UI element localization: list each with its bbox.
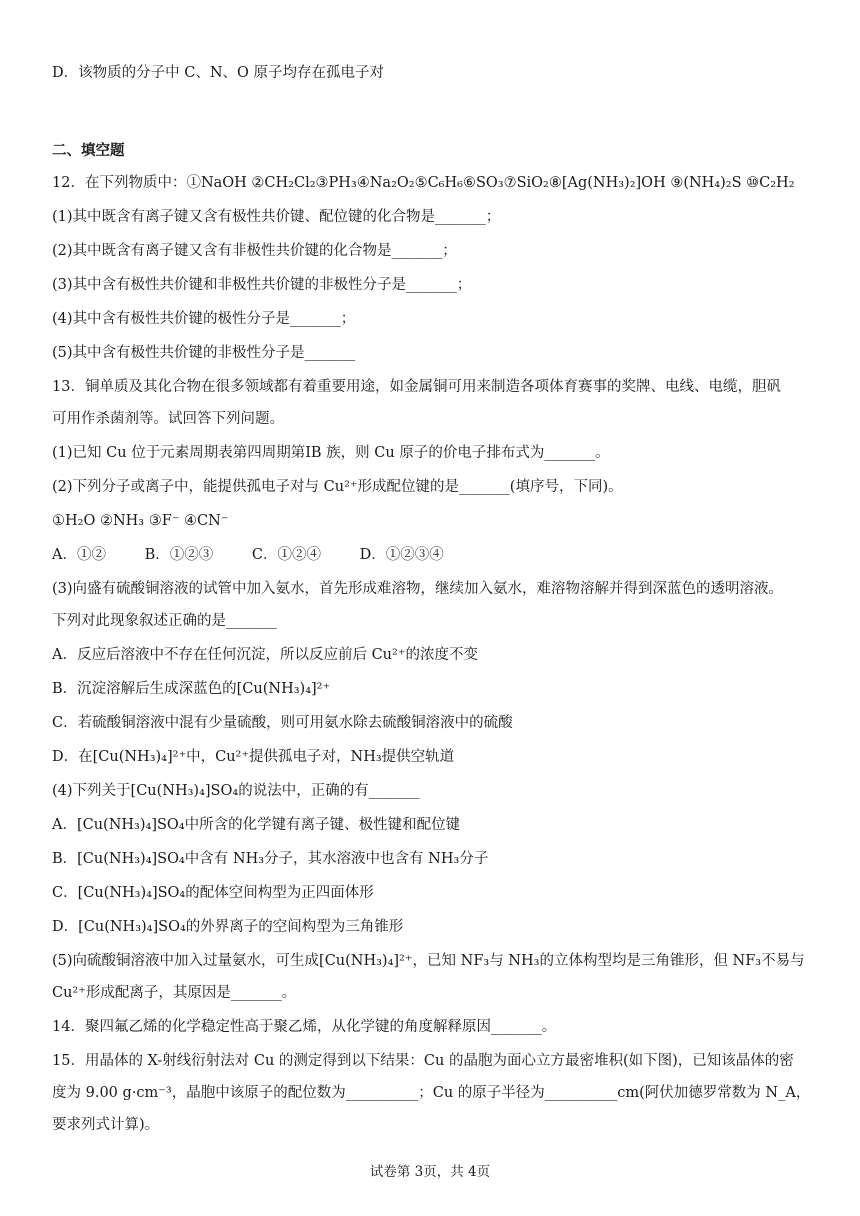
q13-stem-line1: 13．铜单质及其化合物在很多领域都有着重要用途，如金属铜可用来制造各项体育赛事的奖牌、电线、电缆，胆矾	[52, 379, 781, 395]
q13-part2-options	[52, 544, 808, 566]
q13-part4: (4)下列关于[Cu(NH₃)₄]SO₄的说法中，正确的有_______	[52, 783, 420, 799]
section-title: 二、填空题	[52, 143, 125, 159]
option-b: B．①②③	[144, 547, 214, 563]
q13-part5-line2: Cu²⁺形成配离子，其原因是_______。	[52, 985, 297, 1001]
q15-line1: 15．用晶体的 X-射线衍射法对 Cu 的测定得到以下结果：Cu 的晶胞为面心立方最密堆积(如下图)，已知该晶体的密	[52, 1053, 794, 1069]
q13-part2-items: ①H₂O ②NH₃ ③F⁻ ④CN⁻	[52, 513, 229, 529]
q13-part3-option-c: C．若硫酸铜溶液中混有少量硫酸，则可用氨水除去硫酸铜溶液中的硫酸	[52, 715, 513, 731]
q13-part3-option-d: D．在[Cu(NH₃)₄]²⁺中，Cu²⁺提供孤电子对，NH₃提供空轨道	[52, 749, 455, 765]
q12-part3: (3)其中含有极性共价键和非极性共价键的非极性分子是_______；	[52, 277, 472, 293]
q13-part2: (2)下列分子或离子中，能提供孤电子对与 Cu²⁺形成配位键的是_______(填序号，下同)。	[52, 479, 623, 495]
q13-part3-option-b: B．沉淀溶解后生成深蓝色的[Cu(NH₃)₄]²⁺	[52, 681, 331, 697]
q14: 14．聚四氟乙烯的化学稳定性高于聚乙烯，从化学键的角度解释原因_______。	[52, 1019, 557, 1035]
option-a: A．①②	[52, 547, 106, 563]
q12-stem: 12．在下列物质中：①NaOH ②CH₂Cl₂③PH₃④Na₂O₂⑤C₆H₆⑥SO₃⑦SiO₂⑧[Ag(NH₃)₂]OH ⑨(NH₄)₂S ⑩C₂H₂	[52, 175, 795, 191]
q13-part3-option-a: A．反应后溶液中不存在任何沉淀，所以反应前后 Cu²⁺的浓度不变	[52, 647, 478, 663]
q12-part1: (1)其中既含有离子键又含有极性共价键、配位键的化合物是_______；	[52, 209, 501, 225]
q12-part2: (2)其中既含有离子键又含有非极性共价键的化合物是_______；	[52, 243, 457, 259]
option-d: D．①②③④	[359, 547, 444, 563]
q15-line2: 度为 9.00 g·cm⁻³，晶胞中该原子的配位数为__________；Cu 的原子半径为__________cm(阿伏加德罗常数为 N_A，	[52, 1085, 811, 1101]
q13-part4-option-c: C．[Cu(NH₃)₄]SO₄的配体空间构型为正四面体形	[52, 885, 374, 901]
q13-stem-line2: 可用作杀菌剂等。试回答下列问题。	[52, 411, 284, 427]
q12-part4: (4)其中含有极性共价键的极性分子是_______；	[52, 311, 356, 327]
q13-part3-line1: (3)向盛有硫酸铜溶液的试管中加入氨水，首先形成难溶物，继续加入氨水，难溶物溶解并得到深蓝色的透明溶液。	[52, 581, 784, 597]
q15-line3: 要求列式计算)。	[52, 1117, 160, 1133]
q13-part3-line2: 下列对此现象叙述正确的是_______	[52, 613, 277, 629]
q13-part4-option-d: D．[Cu(NH₃)₄]SO₄的外界离子的空间构型为三角锥形	[52, 919, 404, 935]
option-c: C．①②④	[251, 547, 321, 563]
q12-part5: (5)其中含有极性共价键的非极性分子是_______	[52, 345, 356, 361]
q13-part4-option-b: B．[Cu(NH₃)₄]SO₄中含有 NH₃分子，其水溶液中也含有 NH₃分子	[52, 851, 489, 867]
page-footer: 试卷第 3页，共 4页	[369, 1164, 491, 1180]
q13-part1: (1)已知 Cu 位于元素周期表第四周期第IB 族，则 Cu 原子的价电子排布式为_______。	[52, 445, 610, 461]
q13-part5-line1: (5)向硫酸铜溶液中加入过量氨水，可生成[Cu(NH₃)₄]²⁺，已知 NF₃与 NH₃的立体构型均是三角锥形，但 NF₃不易与	[52, 953, 805, 969]
q11-option-d: D．该物质的分子中 C、N、O 原子均存在孤电子对	[52, 65, 385, 81]
q13-part4-option-a: A．[Cu(NH₃)₄]SO₄中所含的化学键有离子键、极性键和配位键	[52, 817, 461, 833]
